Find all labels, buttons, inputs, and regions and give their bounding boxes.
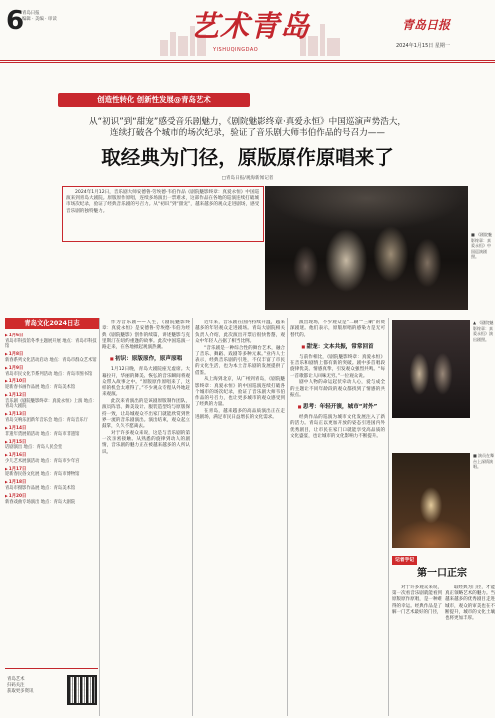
header-rule <box>0 62 495 63</box>
article-paragraph: 演出现场，不少观众是“二刷”“三刷”的资深剧迷。他们表示，原版原唱的感染力是无可替代的。 <box>290 320 385 338</box>
sidebar-title: 青岛文化2024日志 <box>5 318 99 329</box>
calendar-item <box>5 494 98 505</box>
calendar-text: 新春戏曲专场演出 地点：青岛大剧院 <box>5 499 76 505</box>
calendar-item <box>5 480 98 491</box>
calendar-date: ▶ 1月18日 <box>5 480 98 486</box>
calendar-text: 音乐剧《剧院魅影终章：真爱永恒》上演 地点：青岛大剧院 <box>5 398 97 410</box>
reporter-note-tag: 记者手记 <box>392 556 417 565</box>
section-pinyin: YISHUQINGDAO <box>213 47 259 53</box>
byline: □青岛日报/观海新闻记者 <box>221 176 274 181</box>
main-headline: 取经典为门径，原版原作原唱来了 <box>101 146 394 169</box>
stage-photo <box>265 186 468 310</box>
calendar-date: ▶ 1月17日 <box>5 467 98 473</box>
section-heading: ■ 初识：原版原作，原声原唱 <box>102 355 190 363</box>
calendar-date: ▶ 1月10日 <box>5 379 98 385</box>
calendar-date: ▶ 1月9日 <box>5 366 98 372</box>
calendar-text: 新春系列文化活动启动 地点：青岛市群众艺术馆 <box>5 358 97 363</box>
calendar-item <box>5 412 98 423</box>
article-column <box>195 320 285 716</box>
subtitle-line: 连续打破各个城市的场次纪录，验证了音乐剧大师韦伯作品的号召力—— <box>109 128 385 138</box>
calendar-text: 非遗年货展销活动 地点：青岛市非遗馆 <box>5 431 80 437</box>
article-paragraph: 从上海到北京，从广州到青岛，《剧院魅影终章：真爱永恒》的中国巡演连续打破各个城市的场次纪录，验证了音乐剧大师韦伯作品的号召力，也让更多城市的观众感受到了经典的力量。 <box>195 377 285 408</box>
calendar-item <box>5 393 98 410</box>
qr-code[interactable] <box>67 675 97 705</box>
note-paragraph: 对于许多观众来说，第一次看音乐剧就能看到原版原作原唱，是一种难得的幸运。经典作品是了解一门艺术最好的门径， <box>392 585 442 615</box>
calendar-date: ▶ 1月16日 <box>5 453 98 459</box>
qr-block <box>5 668 98 715</box>
calendar-item <box>5 453 98 464</box>
calendar-date: ▶ 1月15日 <box>5 440 98 446</box>
article-column <box>290 320 385 716</box>
photo-caption: ■ 演员在舞台上深情演唱。 <box>473 453 495 470</box>
article-paragraph: 经典作品的巡演为城市文化发展注入了新的活力。青岛正以更加开放的姿态引进国内外优秀剧目，让市民在家门口就能享受高品质的文化盛宴，也让城市的文化影响力不断提升。 <box>290 415 385 439</box>
article-paragraph: 在青岛，越来越多的高品质演出正在走进剧场，满足市民日益增长的文化需求。 <box>195 409 285 421</box>
header-rule <box>0 60 495 61</box>
newspaper-logo: 青岛日报 <box>402 18 451 32</box>
section-heading: ■ 思考：年轻开演，城市“对外” <box>290 403 385 411</box>
qr-caption-line: 青岛艺术 <box>7 677 25 682</box>
column-banner: 创造性转化 创新性发展@青岛艺术 <box>58 93 250 107</box>
qr-caption <box>7 677 62 695</box>
article-column <box>102 320 190 716</box>
calendar-item <box>5 426 98 437</box>
qr-caption-line: 获取更多资讯 <box>7 689 34 694</box>
calendar-text: 青岛市民文化节系列活动 地点：青岛市图书馆 <box>5 371 93 377</box>
reporter-note-column <box>445 585 495 716</box>
calendar-text: 迎新春书画作品展 地点：青岛美术馆 <box>5 385 76 391</box>
calendar-item <box>5 333 98 350</box>
article-paragraph: 对于许多观众来说，这是与音乐剧的第一次亲密接触。从熟悉的旋律到动人的剧情，音乐剧的魅力正在被越来越多的人所认识。 <box>102 430 190 455</box>
article-paragraph: 近年来，音乐剧在国内持续升温，越来越多的年轻观众走进剧场。青岛大剧院相关负责人介绍，此次演出开票后很快售罄，观众中年轻人占据了相当比例。 <box>195 320 285 344</box>
section-heading: ■ 甜宠：文本共振，常常回首 <box>290 343 385 351</box>
calendar-text: 青岛市摄影作品展 地点：青岛美术馆 <box>5 486 76 492</box>
calendar-text: 青岛交响乐团新年音乐会 地点：青岛音乐厅 <box>5 418 89 424</box>
calendar-item <box>5 352 98 363</box>
masthead-info <box>22 11 102 23</box>
calendar-date: ▶ 1月8日 <box>5 352 98 358</box>
column-divider <box>287 318 288 716</box>
calendar-item <box>5 379 98 390</box>
culture-calendar <box>5 333 98 665</box>
calendar-item <box>5 366 98 377</box>
subtitle-line: 从“初识”到“甜宠”感受音乐剧魅力，《剧院魅影终章·真爱永恒》中国巡演声势浩大， <box>88 117 407 127</box>
photo-caption: ▲ 《剧院魅影终章：真爱永恒》演出剧照。 <box>473 320 494 342</box>
article-paragraph: “音乐剧是一种综合性的舞台艺术，融合了音乐、舞蹈、戏剧等多种元素。”业内人士表示，经典音乐剧的引进，不仅丰富了市民的文化生活，也为本土音乐剧的发展提供了借鉴。 <box>195 345 285 376</box>
note-paragraph: 取经典为门径，才能真正领略艺术的魅力。当越来越多的优秀剧目走进城市，观众的审美也在不断提升，城市的文化土壤也将更加丰厚。 <box>445 585 495 622</box>
page-number: 6 <box>6 6 25 36</box>
calendar-text: 少儿艺术展演活动 地点：青岛市少年宫 <box>5 458 80 464</box>
calendar-text: 青岛市科技馆冬季主题展开展 地点：青岛市科技馆 <box>5 338 97 350</box>
article-paragraph: 与前作相比，《剧院魅影终章：真爱永恒》在音乐和剧情上都有新的突破。剧中多首唱段旋律优美、情感真挚，引发观众强烈共鸣。“每一首歌都让人回味无穷。”一位观众说。 <box>290 354 385 379</box>
article-paragraph: 1月12日晚，青岛大剧院座无虚席。大幕拉开，华丽的舞美、恢弘的音乐瞬间将观众带入故事之中。“原版原作原唱来了，这样的机会太难得了。”不少观众专程从外地赶来观演。 <box>102 367 190 398</box>
calendar-text: 话剧演出 地点：青岛人民会堂 <box>5 445 63 451</box>
stage-photo <box>392 320 470 418</box>
photo-caption: ■ 《剧院魅影终章：真爱永恒》中国巡演剧照。 <box>471 232 493 260</box>
lead-paragraph: 2024年1月12日，音乐剧大师安德鲁·劳埃德·韦伯作品《剧院魅影终章：真爱永恒》中国巡演来到青岛大剧院。原版原作原唱，连续多场演出一票难求，这部作品在各地的巡演连续打破城市场次纪录，验证了经典音乐剧的号召力。从“初识”到“甜宠”，越来越多的观众走进剧场，感受音乐剧的独特魅力。 <box>62 186 264 242</box>
calendar-date: ▶ 1月14日 <box>5 426 98 432</box>
column-divider <box>99 318 100 716</box>
calendar-item <box>5 467 98 478</box>
reporter-note-column <box>392 585 442 716</box>
masthead-info-line: 编辑 · 美编 · 审读 <box>22 17 57 22</box>
calendar-date: ▶ 1月6日 <box>5 333 98 339</box>
article-paragraph: 剧中人物的命运起伏牵动人心，爱与成全的主题让不同年龄段的观众都找到了情感的共振点。 <box>290 380 385 398</box>
article-paragraph: 作为音乐剧——人生，《剧院魅影终章：真爱永恒》是安德鲁·劳埃德·韦伯为经典《剧院魅影》创作的续篇，讲述魅影与克里斯汀在纽约重逢的故事。此次中国巡演一路走来，在各地掀起观演热潮。 <box>102 320 190 350</box>
qr-caption-line: 扫码关注 <box>7 683 25 688</box>
masthead-info-line: 青岛日报 <box>22 11 40 16</box>
section-title: 艺术青岛 <box>190 9 311 43</box>
article-paragraph: 此次来青演出的是该剧原版制作团队，演员阵容、舞美设计、服装造型均与原版保持一致，让岛城观众不出家门就能欣赏到世界一流的音乐剧演出。演出结束，观众起立鼓掌，久久不愿离去。 <box>102 399 190 429</box>
column-divider <box>192 318 193 716</box>
calendar-date: ▶ 1月20日 <box>5 494 98 500</box>
issue-date: 2024年1月15日 星期一 <box>396 43 450 49</box>
calendar-item <box>5 440 98 451</box>
stage-photo <box>392 453 470 548</box>
calendar-date: ▶ 1月12日 <box>5 393 98 399</box>
subtitle <box>0 117 495 139</box>
calendar-date: ▶ 1月13日 <box>5 412 98 418</box>
calendar-text: 迎新春民俗文化展 地点：青岛市博物馆 <box>5 472 80 478</box>
reporter-note-title: 第一口正宗 <box>417 568 467 579</box>
column-divider <box>388 318 389 716</box>
